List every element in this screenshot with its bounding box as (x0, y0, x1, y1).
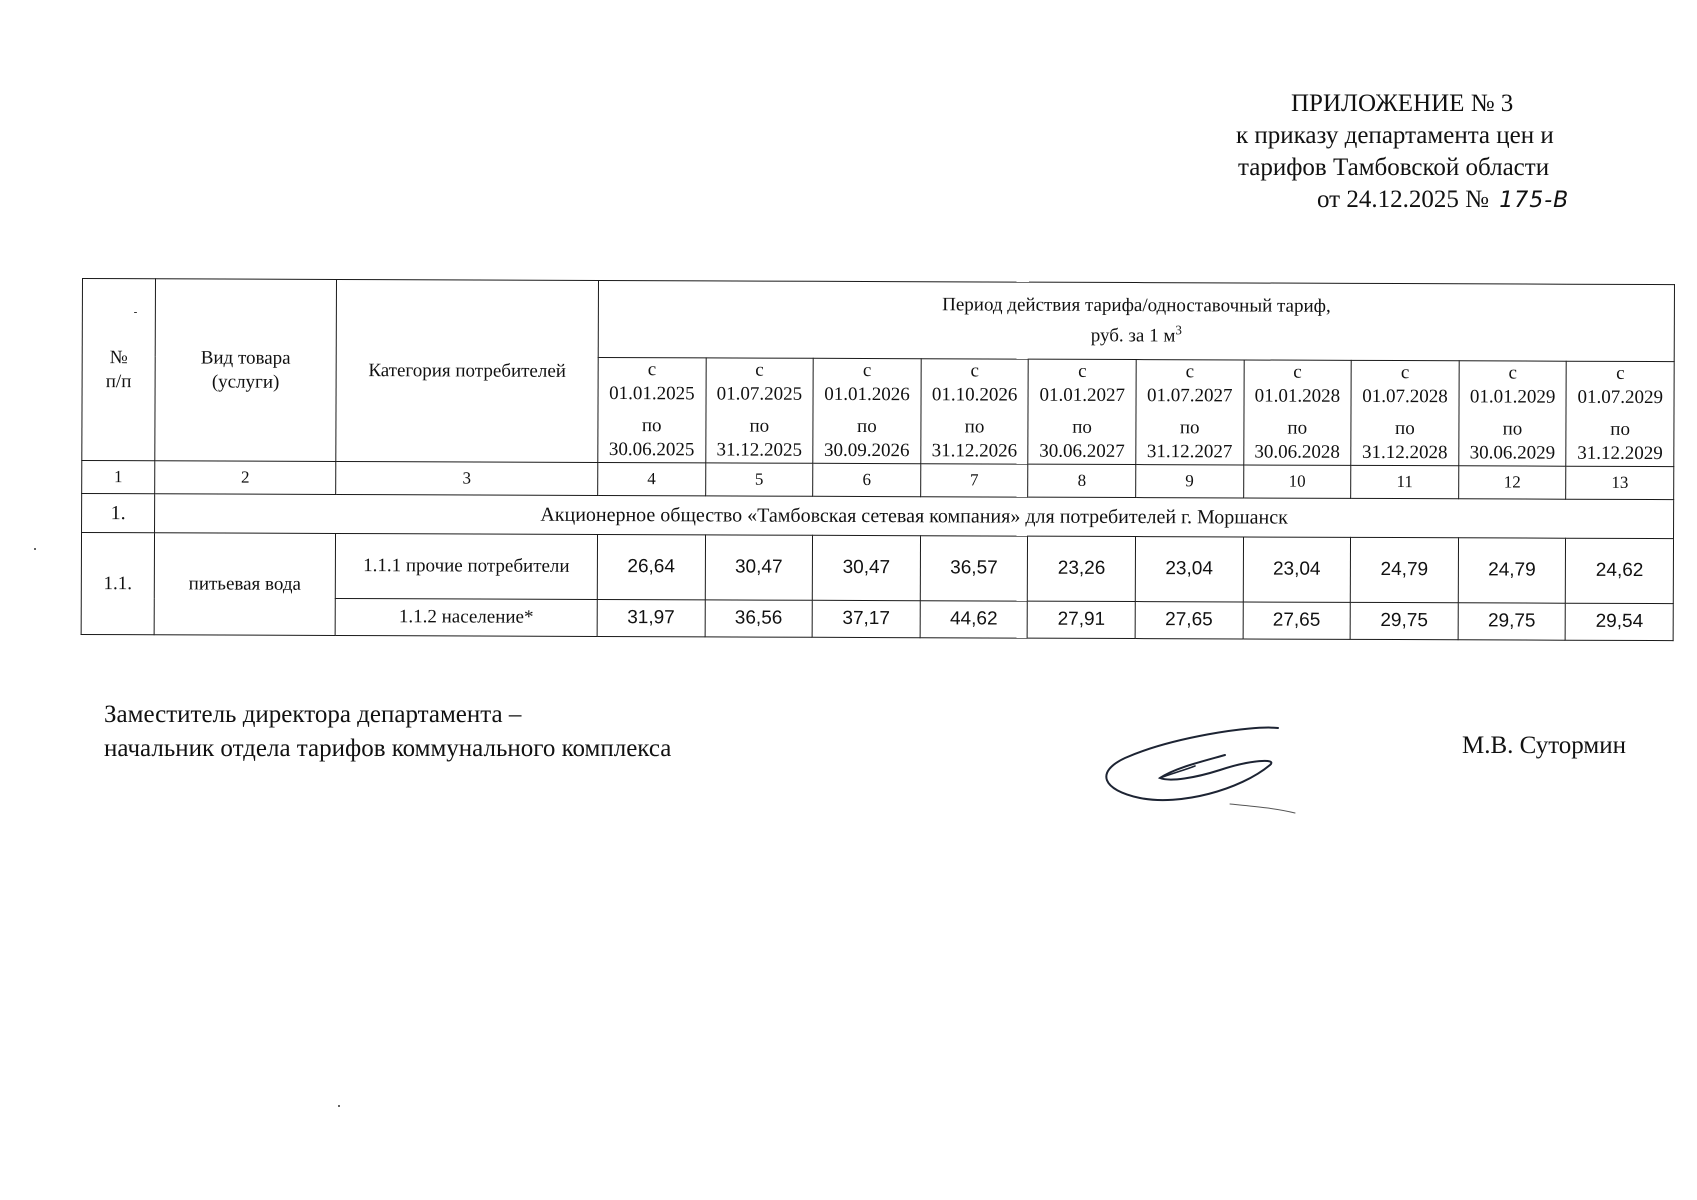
header-category (336, 279, 599, 462)
period-to: 31.12.2027 (1146, 441, 1233, 463)
period-from-label: с (1616, 362, 1625, 384)
scan-speck (134, 312, 137, 313)
signer-title-line1: Заместитель директора департамента – (104, 701, 522, 728)
period-from: 01.07.2029 (1577, 386, 1664, 409)
tariff-value: 23,04 (1243, 537, 1351, 602)
period-to: 31.12.2026 (931, 440, 1018, 462)
period-from: 01.07.2028 (1362, 385, 1448, 408)
column-number: 10 (1243, 465, 1351, 498)
period-from: 01.01.2028 (1254, 385, 1341, 407)
period-to-label: по (964, 416, 985, 438)
column-number: 12 (1458, 466, 1566, 499)
period-from-label: с (647, 359, 657, 381)
period-title-line1: Период действия тарифа/одноставочный тариф, (942, 294, 1331, 317)
column-number: 4 (598, 462, 706, 495)
header-good-label: Вид товара (услуги) (200, 346, 291, 393)
tariff-value: 27,91 (1027, 601, 1135, 638)
period-to-label: по (1610, 418, 1631, 440)
period-from: 01.01.2026 (824, 383, 910, 406)
period-cell (813, 358, 921, 463)
tariff-value: 23,26 (1028, 536, 1136, 601)
handwritten-signature (1100, 720, 1300, 820)
tariff-value: 29,75 (1350, 602, 1458, 639)
period-cell (1351, 360, 1459, 465)
period-from-label: с (862, 359, 872, 382)
tariff-value: 36,57 (920, 536, 1028, 601)
period-cell (1459, 361, 1567, 466)
period-to-label: по (1395, 418, 1415, 440)
tariff-value: 24,79 (1458, 538, 1566, 603)
period-from-label: с (1400, 362, 1410, 384)
consumer-category: 1.1.1 прочие потребители (335, 533, 597, 599)
period-from-label: с (1185, 361, 1195, 383)
period-cell (1566, 361, 1674, 466)
period-from: 01.01.2025 (609, 383, 695, 405)
period-from: 01.01.2029 (1469, 386, 1556, 408)
period-cell (921, 359, 1029, 464)
period-to: 31.12.2028 (1362, 441, 1448, 464)
consumer-category: 1.1.2 население* (335, 598, 597, 636)
signer-title-line2: начальник отдела тарифов коммунального комплекса (104, 735, 672, 762)
column-number: 13 (1566, 466, 1674, 499)
tariff-value: 30,47 (705, 535, 813, 600)
period-cell (705, 358, 813, 463)
period-to: 30.06.2027 (1039, 440, 1125, 463)
period-to-label: по (641, 415, 662, 437)
tariff-value: 26,64 (597, 534, 705, 599)
period-from-label: с (755, 359, 764, 381)
period-to-label: по (1502, 418, 1523, 440)
appendix-order-date (1170, 184, 1630, 217)
tariff-table (81, 278, 1675, 641)
tariff-value: 30,47 (812, 535, 920, 600)
column-number: 7 (920, 464, 1028, 497)
column-number: 3 (336, 461, 598, 495)
column-number: 1 (82, 461, 155, 494)
good-name: питьевая вода (154, 533, 335, 636)
order-number-handwritten: 175-В (1499, 188, 1570, 213)
period-from: 01.07.2027 (1147, 385, 1233, 407)
period-title-line2 (602, 316, 1671, 350)
header-category-label: Категория потребителей (368, 359, 566, 382)
section-row (82, 494, 1674, 539)
period-to: 30.09.2026 (824, 439, 910, 462)
period-from-label: с (1508, 362, 1517, 384)
period-cell (1136, 360, 1244, 465)
signer-title (104, 698, 671, 766)
period-to-label: по (749, 415, 770, 437)
tariff-value: 29,54 (1565, 603, 1673, 640)
period-from: 01.01.2027 (1039, 384, 1126, 407)
period-title-unit: руб. за 1 м (1090, 325, 1176, 347)
signer-name: М.В. Сутормин (1462, 732, 1627, 759)
period-to: 31.12.2029 (1577, 442, 1663, 465)
tariff-value: 24,79 (1350, 537, 1458, 602)
section-number: 1. (82, 494, 155, 533)
appendix-header (1170, 88, 1630, 217)
scan-speck (338, 1105, 340, 1107)
period-to-label: по (1072, 416, 1092, 438)
period-cell (1243, 360, 1351, 465)
header-period-title (598, 280, 1674, 361)
period-to-label: по (1287, 417, 1308, 439)
tariff-value: 24,62 (1566, 538, 1674, 603)
scan-speck (34, 548, 36, 550)
tariff-value: 29,75 (1458, 603, 1566, 640)
tariff-value: 44,62 (920, 601, 1028, 638)
period-to-label: по (1179, 417, 1200, 439)
period-to: 30.06.2028 (1254, 441, 1340, 463)
column-number: 9 (1136, 465, 1244, 498)
period-to: 30.06.2029 (1469, 442, 1556, 464)
appendix-title: ПРИЛОЖЕНИЕ № 3 (1291, 90, 1514, 117)
period-to-label: по (857, 415, 877, 438)
section-title: Акционерное общество «Тамбовская сетевая компания» для потребителей г. Моршанск (155, 494, 1674, 539)
tariff-value: 27,65 (1135, 602, 1243, 639)
column-number: 2 (155, 461, 336, 495)
period-from: 01.07.2025 (716, 383, 803, 405)
period-from-label: с (970, 360, 979, 382)
column-number: 11 (1351, 465, 1459, 498)
period-from: 01.10.2026 (931, 384, 1018, 406)
tariff-value: 36,56 (705, 600, 813, 637)
header-no-label: № п/п (105, 346, 132, 392)
order-date-prefix: от 24.12.2025 № (1317, 186, 1489, 213)
tariff-value: 31,97 (597, 599, 705, 636)
header-no (82, 279, 156, 461)
table-row (81, 533, 1673, 604)
tariff-value: 37,17 (812, 600, 920, 637)
period-to: 31.12.2025 (716, 439, 803, 461)
tariff-value: 23,04 (1135, 537, 1243, 602)
table-header-row (82, 279, 1674, 362)
appendix-department: тарифов Тамбовской области (1238, 154, 1550, 181)
tariff-value: 27,65 (1243, 602, 1351, 639)
period-title-unit-sup: 3 (1175, 322, 1182, 338)
period-cell (1028, 359, 1136, 464)
column-number: 5 (705, 463, 813, 496)
header-good (155, 279, 337, 462)
column-number: 8 (1028, 464, 1136, 497)
period-cell (598, 357, 706, 462)
column-number: 6 (813, 463, 921, 496)
period-to: 30.06.2025 (608, 439, 695, 461)
period-from-label: с (1293, 361, 1302, 383)
appendix-order-ref: к приказу департамента цен и (1236, 122, 1554, 149)
group-number: 1.1. (81, 533, 154, 635)
period-from-label: с (1078, 360, 1087, 382)
